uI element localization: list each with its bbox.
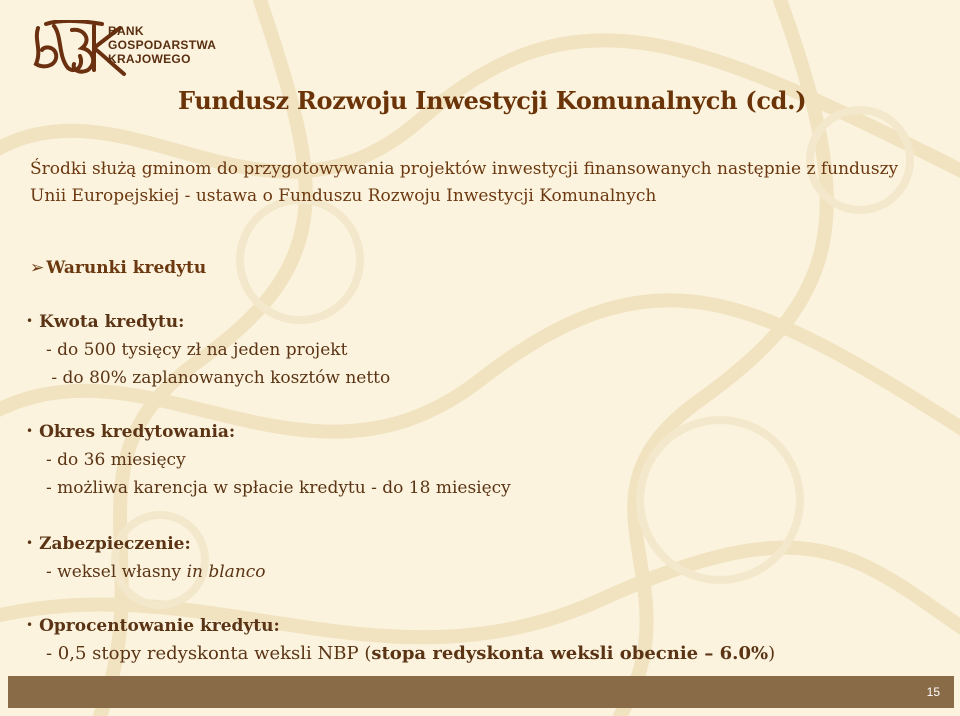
bullet-item: - do 80% zaplanowanych kosztów netto: [46, 368, 391, 388]
bullet-item: - do 36 miesięcy: [46, 450, 186, 470]
bullet-heading-amount: [26, 312, 184, 332]
section-heading: [30, 258, 206, 278]
section-heading-text: Warunki kredytu: [46, 258, 207, 278]
bullet-item-end: ): [768, 643, 776, 664]
bullet-heading-text: Oprocentowanie kredytu:: [39, 616, 280, 636]
bullet-heading-collateral: [26, 534, 191, 554]
bullet-heading-text: Okres kredytowania:: [39, 422, 236, 442]
logo-wordmark: [108, 24, 216, 66]
bullet-item: [46, 643, 775, 664]
bullet-icon: •: [26, 618, 34, 632]
bullet-item: [46, 562, 266, 582]
slide-title: Fundusz Rozwoju Inwestycji Komunalnych (cd.): [178, 86, 807, 115]
page-number: 15: [926, 685, 940, 699]
logo-line-1: BANK: [108, 24, 144, 38]
bullet-item-text: - weksel własny: [46, 562, 187, 582]
bullet-item-italic: in blanco: [186, 562, 266, 582]
bullet-icon: •: [26, 424, 34, 438]
bullet-heading-interest: [26, 616, 280, 636]
logo-line-2: GOSPODARSTWA: [108, 38, 217, 52]
footer-bar: [8, 676, 954, 708]
bullet-icon: •: [26, 536, 34, 550]
bullet-heading-period: [26, 422, 235, 442]
bullet-icon: •: [26, 314, 34, 328]
bullet-item: - możliwa karencja w spłacie kredytu - do 18 miesięcy: [46, 478, 511, 498]
bullet-heading-text: Kwota kredytu:: [39, 312, 185, 332]
bullet-item-text: - 0,5 stopy redyskonta weksli NBP (: [46, 643, 372, 664]
intro-paragraph: Środki służą gminom do przygotowywania projektów inwestycji finansowanych następnie z funduszy Unii Europejskiej - ustawa o Funduszu Rozwoju Inwestycji Komunalnych: [30, 159, 899, 206]
bullet-item-bold: stopa redyskonta weksli obecnie – 6.0%: [371, 643, 769, 664]
bullet-item: - do 500 tysięcy zł na jeden projekt: [46, 340, 348, 360]
bullet-heading-text: Zabezpieczenie:: [39, 534, 191, 554]
arrow-bullet-icon: ➢: [30, 258, 45, 278]
logo-line-3: KRAJOWEGO: [108, 52, 191, 66]
